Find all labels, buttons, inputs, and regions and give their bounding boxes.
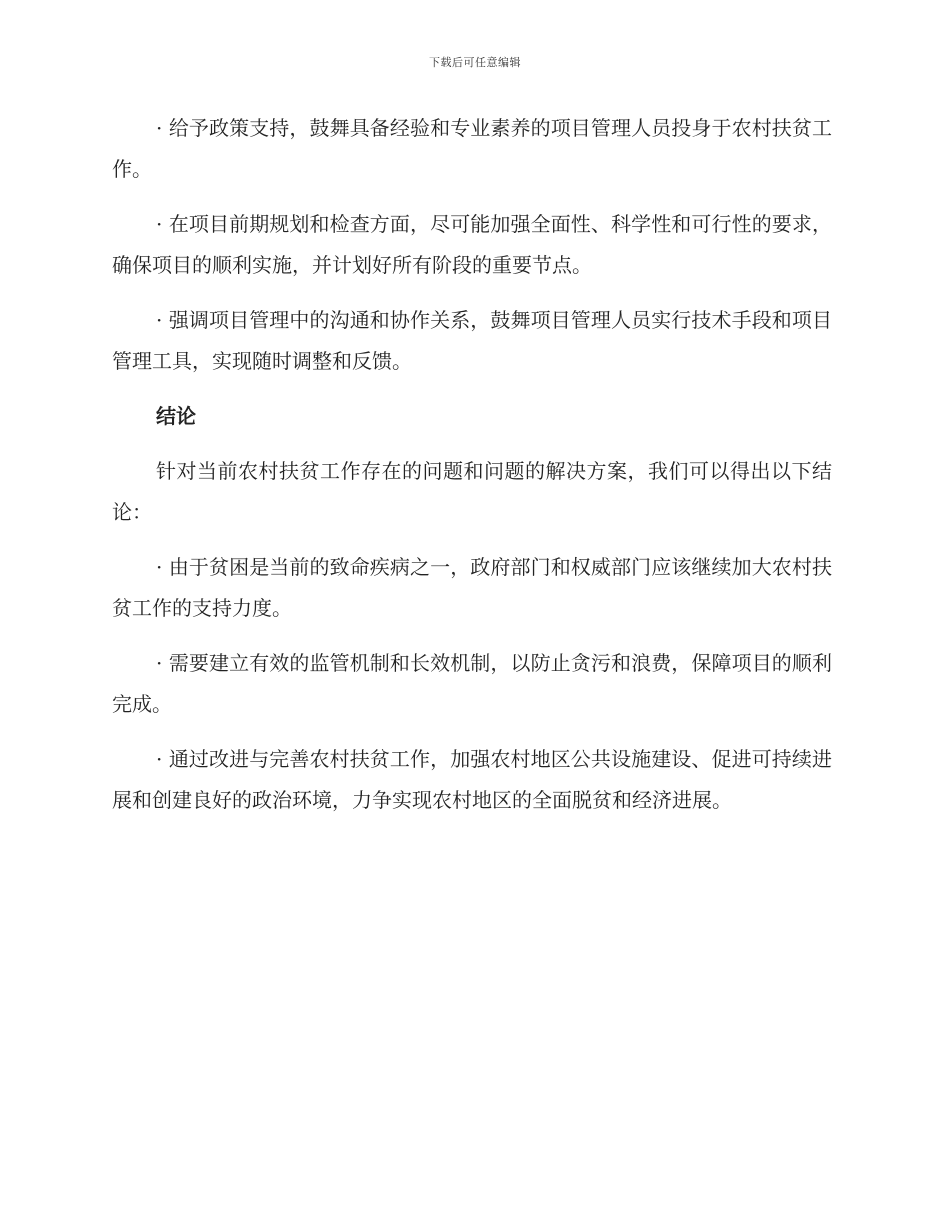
bullet-communication-collaboration: · 强调项目管理中的沟通和协作关系，鼓舞项目管理人员实行技术手段和项目管理工具，实现随时调整和反馈。	[112, 308, 832, 373]
bullet-planning-inspection: · 在项目前期规划和检查方面，尽可能加强全面性、科学性和可行性的要求，确保项目的顺利实施，并计划好所有阶段的重要节点。	[112, 212, 832, 277]
section-heading-conclusion: 结论	[156, 404, 196, 428]
bullet-policy-support: · 给予政策支持，鼓舞具备经验和专业素养的项目管理人员投身于农村扶贫工作。	[112, 116, 832, 181]
bullet-improve-poverty-work: · 通过改进与完善农村扶贫工作，加强农村地区公共设施建设、促进可持续进展和创建良好的政治环境，力争实现农村地区的全面脱贫和经济进展。	[112, 747, 832, 812]
bullet-supervision-mechanism: · 需要建立有效的监管机制和长效机制，以防止贪污和浪费，保障项目的顺利完成。	[112, 651, 832, 716]
document-body	[112, 108, 832, 835]
page-header: 下载后可任意编辑	[429, 56, 521, 69]
conclusion-intro: 针对当前农村扶贫工作存在的问题和问题的解决方案，我们可以得出以下结论：	[112, 459, 832, 524]
bullet-increase-support: · 由于贫困是当前的致命疾病之一，政府部门和权威部门应该继续加大农村扶贫工作的支持力度。	[112, 555, 832, 620]
